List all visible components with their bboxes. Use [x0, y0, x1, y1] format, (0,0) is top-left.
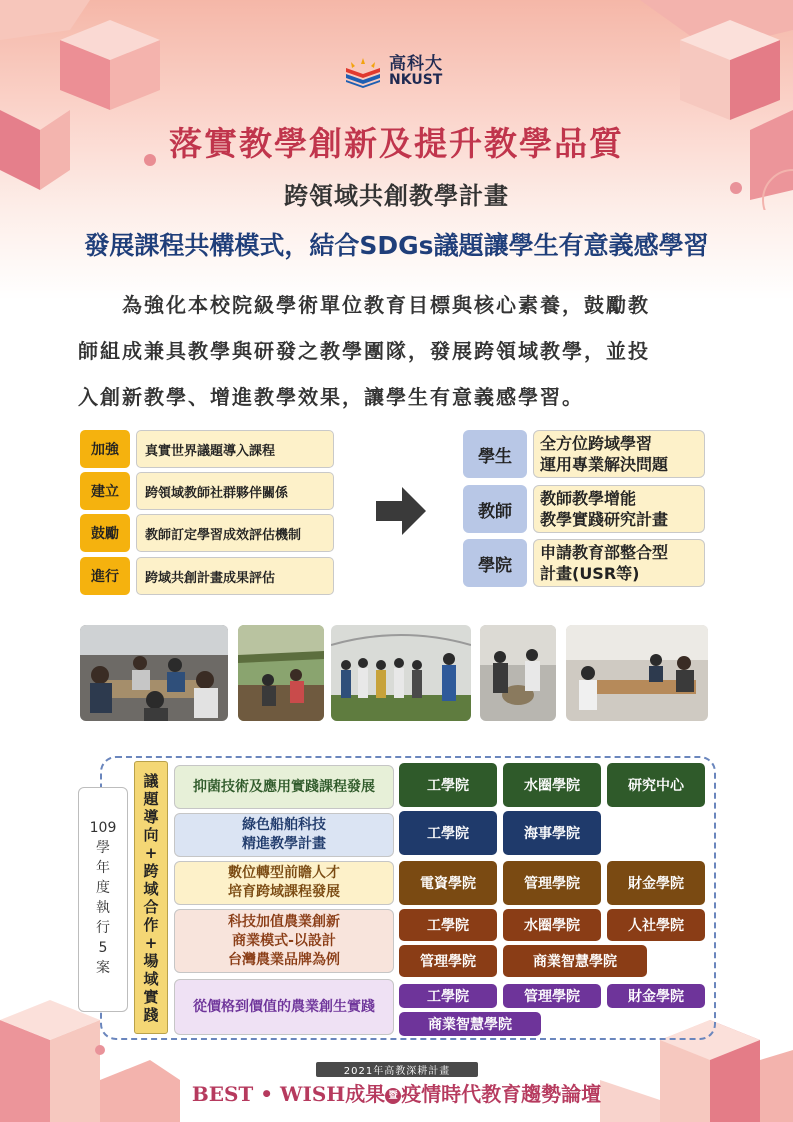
- footer-circle-mark: 暨: [385, 1088, 401, 1104]
- footer-label: 2021年高教深耕計畫: [316, 1062, 478, 1077]
- action-text: 真實世界議題導入課程: [136, 430, 334, 468]
- action-tag: 進行: [80, 557, 130, 595]
- outcome-text: 全方位跨域學習 運用專業解決問題: [533, 430, 705, 478]
- photo-lab-experiment: [480, 625, 556, 721]
- project-1: 抑菌技術及應用實踐課程發展: [174, 765, 394, 809]
- action-row: [80, 514, 334, 552]
- academic-year-label: 109 學 年 度 執 行 5 案: [78, 787, 128, 1012]
- sub-title: 跨領域共創教學計畫: [284, 182, 509, 210]
- outcome-tag: 教師: [463, 485, 527, 533]
- outcome-tag: 學生: [463, 430, 527, 478]
- college-tag: 人社學院: [607, 909, 705, 941]
- outcome-text: 教師教學增能 教學實踐研究計畫: [533, 485, 705, 533]
- outcome-text: 申請教育部整合型 計畫(USR等): [533, 539, 705, 587]
- action-tag: 鼓勵: [80, 514, 130, 552]
- college-tag: 工學院: [399, 984, 497, 1008]
- college-tag: 商業智慧學院: [503, 945, 647, 977]
- action-text: 教師訂定學習成效評估機制: [136, 514, 334, 552]
- outcome-row: [463, 485, 705, 533]
- college-tag: 財金學院: [607, 861, 705, 905]
- college-tag: 工學院: [399, 763, 497, 807]
- footer-title: BEST • WISH成果 暨 疫情時代教育趨勢論壇: [191, 1082, 602, 1106]
- intro-line-1: 為強化本校院級學術單位教育目標與核心素養，鼓勵教: [122, 293, 650, 317]
- intro-line-2: 師組成兼具教學與研發之教學團隊，發展跨領域教學，並投: [78, 339, 650, 363]
- photo-field-work: [238, 625, 324, 721]
- logo-chinese: 高科大: [389, 53, 443, 74]
- nkust-logo: [343, 52, 463, 90]
- logo-book-icon: [343, 54, 383, 88]
- logo-text: [389, 53, 443, 88]
- college-tag: 管理學院: [503, 984, 601, 1008]
- action-row: [80, 472, 334, 510]
- college-tag: 管理學院: [399, 945, 497, 977]
- college-tag: 水圈學院: [503, 909, 601, 941]
- college-tag: 海事學院: [503, 811, 601, 855]
- college-tag: 工學院: [399, 811, 497, 855]
- college-tag: 水圈學院: [503, 763, 601, 807]
- college-tag: 管理學院: [503, 861, 601, 905]
- project-3: 數位轉型前瞻人才 培育跨域課程發展: [174, 861, 394, 905]
- intro-paragraph: [78, 282, 728, 420]
- outcome-row: [463, 430, 705, 478]
- main-title: 落實教學創新及提升教學品質: [169, 124, 624, 163]
- college-tag: 研究中心: [607, 763, 705, 807]
- outcome-row: [463, 539, 705, 587]
- college-tag: 工學院: [399, 909, 497, 941]
- project-4: 科技加值農業創新 商業模式-以設計 台灣農業品牌為例: [174, 909, 394, 973]
- action-text: 跨域共創計畫成果評估: [136, 557, 334, 595]
- action-row: [80, 430, 334, 468]
- tagline: 發展課程共構模式，結合SDGs議題讓學生有意義感學習: [84, 231, 709, 260]
- logo-english: NKUST: [389, 71, 443, 88]
- right-arrow-icon: [376, 487, 426, 535]
- strategy-vertical-label: 議 題 導 向 + 跨 域 合 作 + 場 域 實 踐: [134, 761, 168, 1034]
- outcome-tag: 學院: [463, 539, 527, 587]
- college-tag: 商業智慧學院: [399, 1012, 541, 1036]
- project-5: 從價格到價值的農業創生實踐: [174, 979, 394, 1035]
- action-tag: 加強: [80, 430, 130, 468]
- photo-classroom-discussion: [80, 625, 228, 721]
- action-row: [80, 557, 334, 595]
- college-tag: 電資學院: [399, 861, 497, 905]
- photo-greenhouse-visit: [331, 625, 471, 721]
- project-2: 綠色船舶科技 精進教學計畫: [174, 813, 394, 857]
- college-tag: 財金學院: [607, 984, 705, 1008]
- intro-line-3: 入創新教學、增進教學效果，讓學生有意義感學習。: [78, 385, 584, 409]
- action-text: 跨領域教師社群夥伴關係: [136, 472, 334, 510]
- photo-office-meeting: [566, 625, 708, 721]
- action-tag: 建立: [80, 472, 130, 510]
